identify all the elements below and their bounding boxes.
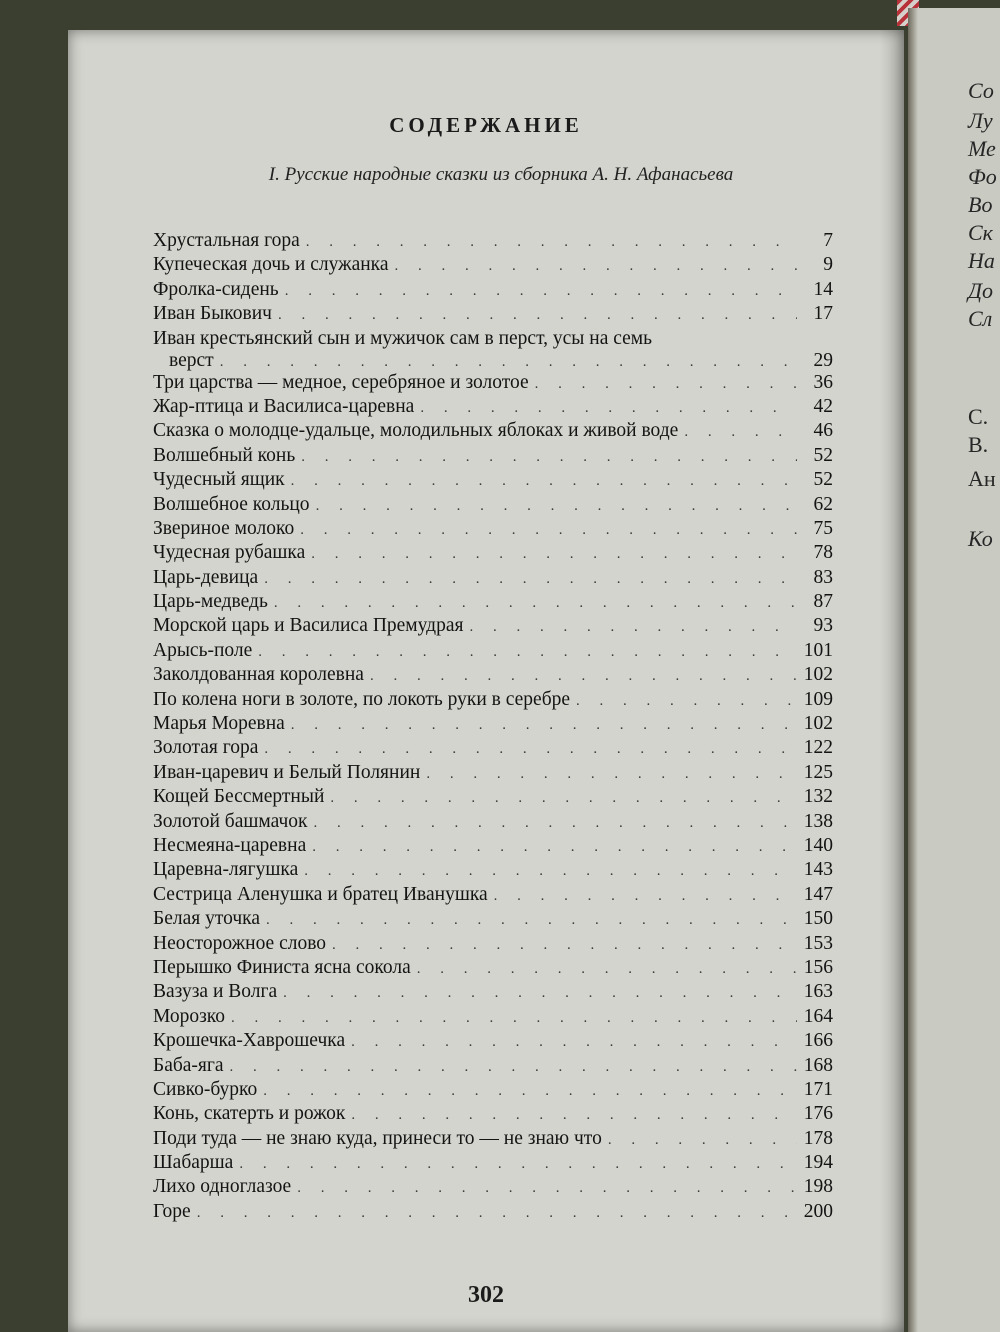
toc-entry (153, 884, 833, 908)
toc-entry-title: Шабарша (153, 1152, 234, 1174)
right-page-fragment: Со (968, 78, 994, 103)
toc-entry-title: Хрустальная гора (153, 230, 300, 251)
right-page-fragment: Ан (968, 466, 996, 491)
toc-entry-page: 46 (813, 420, 833, 442)
leader-dots (494, 885, 797, 907)
toc-entry (153, 279, 833, 303)
toc-entry-page: 171 (803, 1078, 833, 1100)
toc-entry-title: Вазуза и Волга (153, 981, 278, 1003)
leader-dots (300, 519, 797, 541)
leader-dots (469, 616, 797, 638)
leader-dots (230, 1056, 797, 1078)
book-page-right (908, 8, 1000, 1332)
toc-entry (153, 372, 833, 396)
toc-entry (153, 1176, 833, 1200)
toc-entry-page: 75 (813, 517, 833, 539)
toc-entry-title: Кощей Бессмертный (153, 786, 325, 808)
toc-entry-title: Купеческая дочь и служанка (153, 254, 389, 276)
toc-entry-title: Царевна-лягушка (153, 859, 299, 881)
leader-dots (684, 421, 797, 443)
toc-entry-page: 62 (813, 493, 833, 515)
toc-entry (153, 835, 833, 859)
page-number: 302 (468, 1282, 504, 1308)
leader-dots (535, 373, 797, 395)
toc-entry-title: Несмеяна-царевна (153, 834, 307, 856)
toc-entry-title: Три царства — медное, серебряное и золотое (153, 371, 529, 393)
toc-entry-title: Лихо одноглазое (153, 1176, 292, 1198)
toc-entry-page: 176 (803, 1103, 833, 1125)
right-page-fragment: Ме (968, 136, 996, 161)
page-fold-shadow (880, 30, 904, 1332)
right-page-fragment: В. (968, 432, 989, 457)
right-page-fragment: Фо (968, 164, 997, 189)
leader-dots (297, 1177, 797, 1199)
toc-entry-page: 163 (803, 981, 833, 1003)
toc-entry (153, 396, 833, 420)
toc-entry-title: Золотая гора (153, 737, 259, 759)
toc-entry (153, 542, 833, 566)
toc-entry-title: Крошечка-Хаврошечка (153, 1030, 346, 1052)
toc-entry-title: Сивко-бурко (153, 1078, 258, 1100)
contents-heading: СОДЕРЖАНИЕ (389, 113, 583, 137)
toc-entry (153, 1152, 833, 1176)
leader-dots (417, 958, 797, 980)
toc-entry (153, 469, 833, 493)
toc-entry-title: Волшебное кольцо (153, 493, 310, 515)
toc-entry-page: 17 (813, 303, 833, 325)
toc-entry (153, 230, 833, 254)
leader-dots (285, 280, 797, 302)
right-page-fragment: Ск (968, 220, 993, 245)
leader-dots (351, 1104, 797, 1126)
leader-dots (395, 255, 797, 277)
toc-entry-title-continued: верст (169, 349, 214, 371)
leader-dots (264, 568, 797, 590)
leader-dots (304, 860, 797, 882)
toc-entry-page: 156 (803, 956, 833, 978)
toc-entry-page: 138 (803, 810, 833, 832)
toc-entry (153, 591, 833, 615)
toc-entry (153, 615, 833, 639)
toc-entry-title: Сестрица Аленушка и братец Иванушка (153, 883, 488, 905)
toc-entry-page: 164 (803, 1005, 833, 1027)
toc-entry-title: Звериное молоко (153, 517, 295, 539)
leader-dots (426, 763, 797, 785)
toc-entry (153, 518, 833, 542)
toc-entry (153, 254, 833, 278)
toc-entry (153, 811, 833, 835)
book-page-left (68, 30, 904, 1332)
book-gutter (908, 8, 918, 1332)
toc-entry-page: 42 (813, 395, 833, 417)
leader-dots (576, 690, 797, 712)
toc-entry-page: 93 (813, 615, 833, 637)
leader-dots (274, 592, 797, 614)
toc-entry (153, 328, 833, 372)
toc-entry-title: Фролка-сидень (153, 278, 279, 300)
toc-entry (153, 1201, 833, 1225)
toc-entry-title: Золотой башмачок (153, 810, 308, 832)
toc-entry (153, 689, 833, 713)
toc-entry-title: Морозко (153, 1005, 226, 1027)
toc-entry (153, 1055, 833, 1079)
toc-entry-page: 102 (803, 713, 833, 735)
toc-entry-page: 198 (803, 1176, 833, 1198)
leader-dots (351, 1031, 797, 1053)
toc-entry-page: 52 (813, 444, 833, 466)
toc-entry (153, 981, 833, 1005)
toc-entry (153, 737, 833, 761)
right-page-fragment: На (968, 248, 995, 273)
leader-dots (301, 446, 797, 468)
toc-entry-page: 29 (813, 349, 833, 371)
leader-dots (311, 543, 797, 565)
toc-entry-page: 9 (823, 254, 833, 276)
leader-dots (420, 397, 797, 419)
toc-entry-page: 153 (803, 932, 833, 954)
toc-entry-title: Иван Быкович (153, 303, 272, 325)
toc-entry (153, 908, 833, 932)
toc-entry-page: 140 (803, 834, 833, 856)
leader-dots (197, 1202, 797, 1224)
table-of-contents (153, 230, 833, 1225)
leader-dots (370, 665, 797, 687)
leader-dots (306, 231, 797, 253)
toc-entry (153, 933, 833, 957)
toc-entry-title: Сказка о молодце-удальце, молодильных яблоках и живой воде (153, 420, 679, 442)
toc-entry-page: 194 (803, 1152, 833, 1174)
toc-entry (153, 640, 833, 664)
toc-entry (153, 420, 833, 444)
toc-entry-page: 87 (813, 591, 833, 613)
toc-entry (153, 1079, 833, 1103)
toc-entry-page: 166 (803, 1030, 833, 1052)
leader-dots (266, 909, 797, 931)
toc-entry-title: Чудесный ящик (153, 469, 285, 491)
toc-entry-title: Жар-птица и Василиса-царевна (153, 395, 415, 417)
toc-entry-title: Царь-медведь (153, 591, 268, 613)
toc-entry (153, 494, 833, 518)
toc-entry (153, 1006, 833, 1030)
right-page-fragment: До (968, 278, 993, 303)
toc-entry (153, 957, 833, 981)
toc-entry-title: Чудесная рубашка (153, 542, 306, 564)
toc-entry-title: Неосторожное слово (153, 932, 327, 954)
toc-entry-page: 78 (813, 542, 833, 564)
toc-entry-title: Арысь-поле (153, 639, 253, 661)
toc-entry-page: 101 (803, 639, 833, 661)
toc-entry-title: Иван крестьянский сын и мужичок сам в перст, усы на семь (153, 327, 653, 349)
leader-dots (312, 836, 797, 858)
toc-entry-page: 200 (803, 1200, 833, 1222)
toc-entry (153, 445, 833, 469)
toc-entry-page: 178 (803, 1127, 833, 1149)
toc-entry-title: Марья Моревна (153, 713, 285, 735)
leader-dots (264, 738, 797, 760)
toc-entry-page: 83 (813, 566, 833, 588)
leader-dots (608, 1129, 797, 1151)
toc-entry (153, 859, 833, 883)
toc-entry-page: 52 (813, 469, 833, 491)
toc-entry (153, 664, 833, 688)
leader-dots (314, 812, 797, 834)
leader-dots (263, 1080, 797, 1102)
toc-entry (153, 762, 833, 786)
right-page-fragment: Ко (968, 526, 993, 551)
leader-dots (330, 787, 797, 809)
toc-entry-page: 102 (803, 664, 833, 686)
toc-entry-title: Горе (153, 1200, 191, 1222)
toc-entry-title: Баба-яга (153, 1054, 224, 1076)
leader-dots (291, 714, 797, 736)
right-page-fragment: Во (968, 192, 993, 217)
toc-entry-page: 168 (803, 1054, 833, 1076)
toc-entry-title: По колена ноги в золоте, по локоть руки в серебре (153, 688, 571, 710)
leader-dots (239, 1153, 797, 1175)
toc-entry (153, 567, 833, 591)
toc-entry-page: 143 (803, 859, 833, 881)
leader-dots (283, 982, 797, 1004)
toc-entry (153, 713, 833, 737)
leader-dots (291, 470, 797, 492)
section-heading: I. Русские народные сказки из сборника А. Н. Афанасьева (268, 164, 734, 185)
toc-entry (153, 786, 833, 810)
leader-dots (220, 351, 797, 373)
toc-entry-title: Царь-девица (153, 566, 259, 588)
toc-entry-page: 109 (803, 688, 833, 710)
toc-entry-title: Конь, скатерть и рожок (153, 1103, 346, 1125)
leader-dots (332, 934, 797, 956)
toc-entry (153, 303, 833, 327)
toc-entry-page: 36 (813, 371, 833, 393)
right-page-fragment: Лу (968, 108, 993, 133)
toc-entry-page: 132 (803, 786, 833, 808)
toc-entry-title: Перышко Финиста ясна сокола (153, 956, 411, 978)
toc-entry-page: 125 (803, 761, 833, 783)
toc-entry-title: Заколдованная королевна (153, 664, 364, 686)
toc-entry-title: Иван-царевич и Белый Полянин (153, 761, 421, 783)
toc-entry-page: 122 (803, 737, 833, 759)
toc-entry-title: Белая уточка (153, 908, 260, 930)
leader-dots (231, 1007, 797, 1029)
toc-entry-title: Волшебный конь (153, 444, 296, 466)
right-page-fragment: С. (968, 404, 989, 429)
toc-entry-title: Морской царь и Василиса Премудрая (153, 615, 464, 637)
toc-entry-title: Поди туда — не знаю куда, принеси то — не знаю что (153, 1127, 602, 1149)
right-page-fragment: Сл (968, 306, 993, 331)
toc-entry (153, 1128, 833, 1152)
toc-entry (153, 1030, 833, 1054)
toc-entry-page: 14 (813, 278, 833, 300)
leader-dots (258, 641, 797, 663)
leader-dots (316, 495, 797, 517)
toc-entry-page: 7 (823, 230, 833, 251)
toc-entry-page: 147 (803, 883, 833, 905)
leader-dots (278, 304, 797, 326)
toc-entry-page: 150 (803, 908, 833, 930)
toc-entry (153, 1103, 833, 1127)
